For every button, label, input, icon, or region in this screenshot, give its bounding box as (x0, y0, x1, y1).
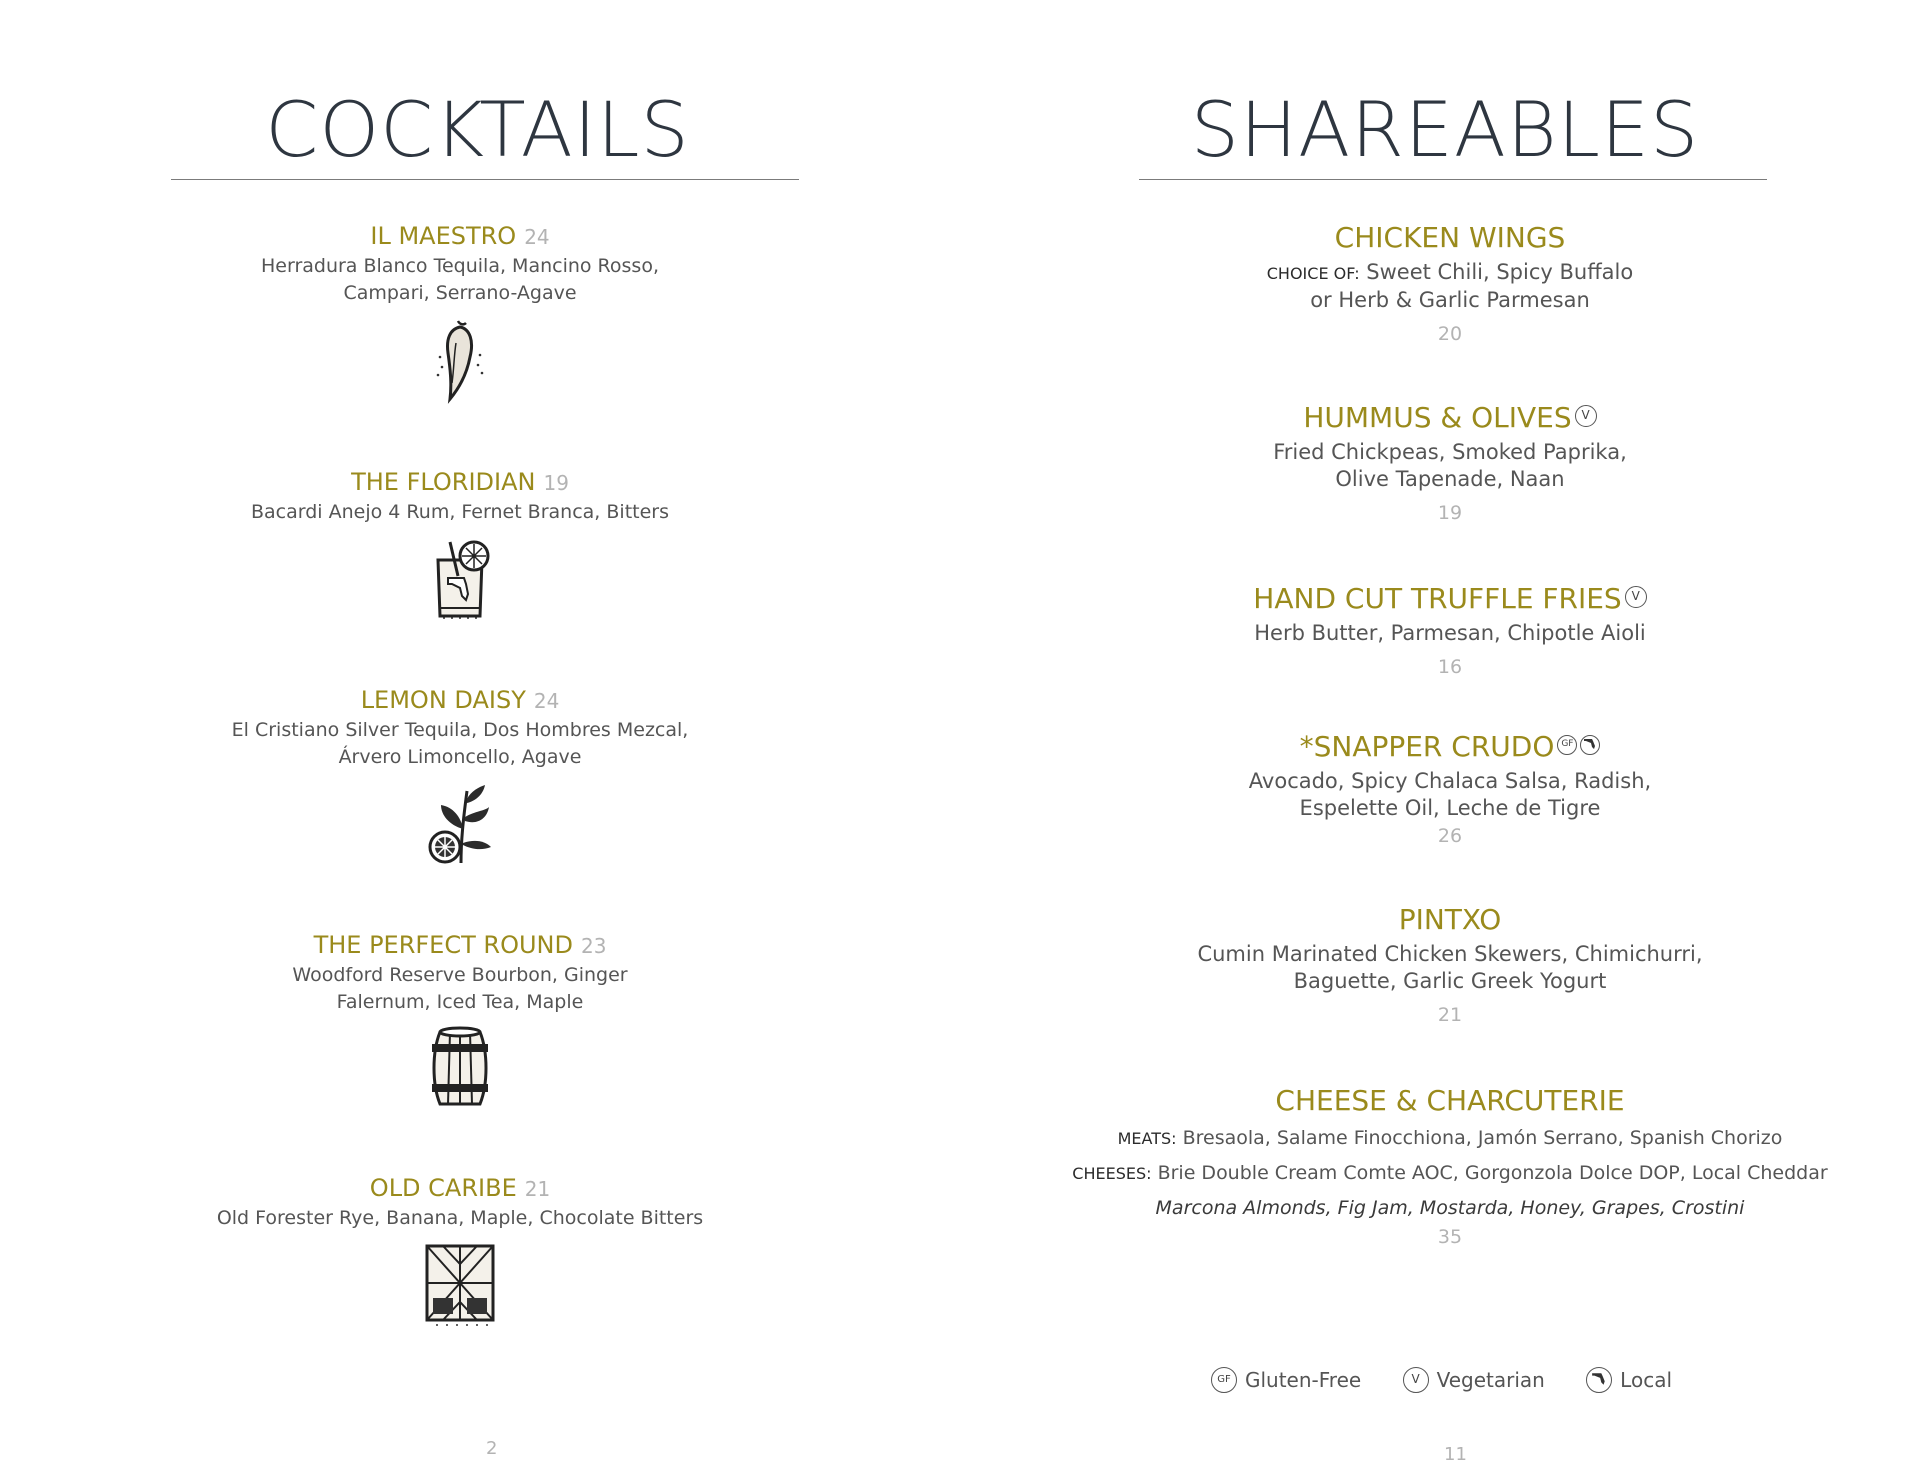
gluten-free-icon: GF (1557, 735, 1577, 755)
legend-local: Local (1583, 1368, 1672, 1395)
shareable-name: PINTXO (1398, 903, 1502, 936)
shareable-price: 21 (1437, 1004, 1463, 1026)
vegetarian-icon: V (1403, 1367, 1429, 1393)
cocktail-glass-florida-icon (428, 536, 492, 620)
cocktail-name: THE FLORIDIAN (351, 468, 536, 496)
cocktail-price: 19 (543, 471, 569, 495)
shareables-page (960, 0, 1920, 1484)
cheeses-label: CHEESES: (1072, 1164, 1152, 1183)
cocktail-price: 21 (524, 1177, 551, 1201)
shareable-description: CHOICE OF: Sweet Chili, Spicy Buffalo or Herb & Garlic Parmesan (1266, 260, 1634, 312)
chili-pepper-icon (430, 317, 490, 405)
legend-vegetarian: V Vegetarian (1400, 1368, 1545, 1395)
shareable-description: Fried Chickpeas, Smoked Paprika, Olive Tapenade, Naan (1273, 440, 1627, 491)
cocktail-price: 24 (524, 225, 550, 249)
shareable-name: HAND CUT TRUFFLE FRIES (1253, 582, 1622, 615)
gluten-free-icon: GF (1211, 1367, 1237, 1393)
cocktail-item (0, 930, 960, 1110)
local-florida-icon (1586, 1367, 1612, 1393)
cocktail-price: 24 (533, 689, 560, 713)
cheeses-list: Brie Double Cream Comte AOC, Gorgonzola Dolce DOP, Local Cheddar (1157, 1162, 1828, 1184)
shareables-title: SHAREABLES (1190, 85, 1700, 174)
page-number: 11 (1444, 1444, 1467, 1465)
cocktail-description: Bacardi Anejo 4 Rum, Fernet Branca, Bitters (251, 501, 669, 523)
cocktail-item (0, 221, 960, 405)
cocktail-item (0, 467, 960, 620)
cocktail-name: LEMON DAISY (360, 686, 526, 714)
cocktails-title: COCKTAILS (265, 85, 690, 174)
shareable-name: HUMMUS & OLIVES (1303, 401, 1572, 434)
cocktail-price: 23 (580, 934, 607, 958)
vegetarian-icon: V (1625, 586, 1647, 608)
cocktail-name: IL MAESTRO (370, 222, 517, 250)
shareable-description: Cumin Marinated Chicken Skewers, Chimichurri, Baguette, Garlic Greek Yogurt (1197, 942, 1703, 993)
tile-glass-icon (423, 1242, 497, 1328)
shareable-description: Avocado, Spicy Chalaca Salsa, Radish, Espelette Oil, Leche de Tigre (1248, 769, 1652, 820)
cocktail-item (0, 685, 960, 865)
cocktail-description: Woodford Reserve Bourbon, Ginger Falernum, Iced Tea, Maple (292, 964, 628, 1013)
shareable-price: 16 (1437, 656, 1463, 678)
vegetarian-icon: V (1575, 405, 1597, 427)
shareables-title-rule (1139, 179, 1767, 180)
dietary-legend (960, 1368, 1920, 1395)
cocktail-name: OLD CARIBE (369, 1174, 517, 1202)
cocktail-description: El Cristiano Silver Tequila, Dos Hombres Mezcal, Árvero Limoncello, Agave (231, 719, 689, 768)
cocktails-title-rule (171, 179, 799, 180)
shareable-name: CHEESE & CHARCUTERIE (1275, 1084, 1625, 1117)
shareable-description: Herb Butter, Parmesan, Chipotle Aioli (1254, 621, 1646, 645)
shareable-description (1050, 1121, 1850, 1225)
shareable-name: *SNAPPER CRUDO (1299, 730, 1555, 763)
shareable-price: 20 (1437, 323, 1463, 345)
barrel-icon (426, 1026, 494, 1110)
page-number: 2 (486, 1438, 498, 1459)
shareable-price: 26 (1437, 825, 1463, 847)
cocktail-description: Herradura Blanco Tequila, Mancino Rosso, Campari, Serrano-Agave (260, 255, 659, 304)
meats-list: Bresaola, Salame Finocchiona, Jamón Serrano, Spanish Chorizo (1182, 1127, 1783, 1149)
cocktail-description: Old Forester Rye, Banana, Maple, Chocolate Bitters (216, 1207, 704, 1229)
lemon-branch-icon (427, 781, 493, 865)
shareable-price: 35 (1437, 1226, 1463, 1248)
legend-gluten-free: GF Gluten-Free (1208, 1368, 1361, 1395)
shareable-price: 19 (1437, 502, 1463, 524)
choice-label: CHOICE OF: (1266, 264, 1360, 283)
cocktail-name: THE PERFECT ROUND (313, 931, 573, 959)
local-florida-icon (1580, 735, 1600, 755)
meats-label: MEATS: (1117, 1129, 1177, 1148)
accompaniments: Marcona Almonds, Fig Jam, Mostarda, Honey, Grapes, Crostini (1155, 1197, 1745, 1219)
shareable-name: CHICKEN WINGS (1334, 221, 1566, 254)
cocktail-item (0, 1173, 960, 1328)
